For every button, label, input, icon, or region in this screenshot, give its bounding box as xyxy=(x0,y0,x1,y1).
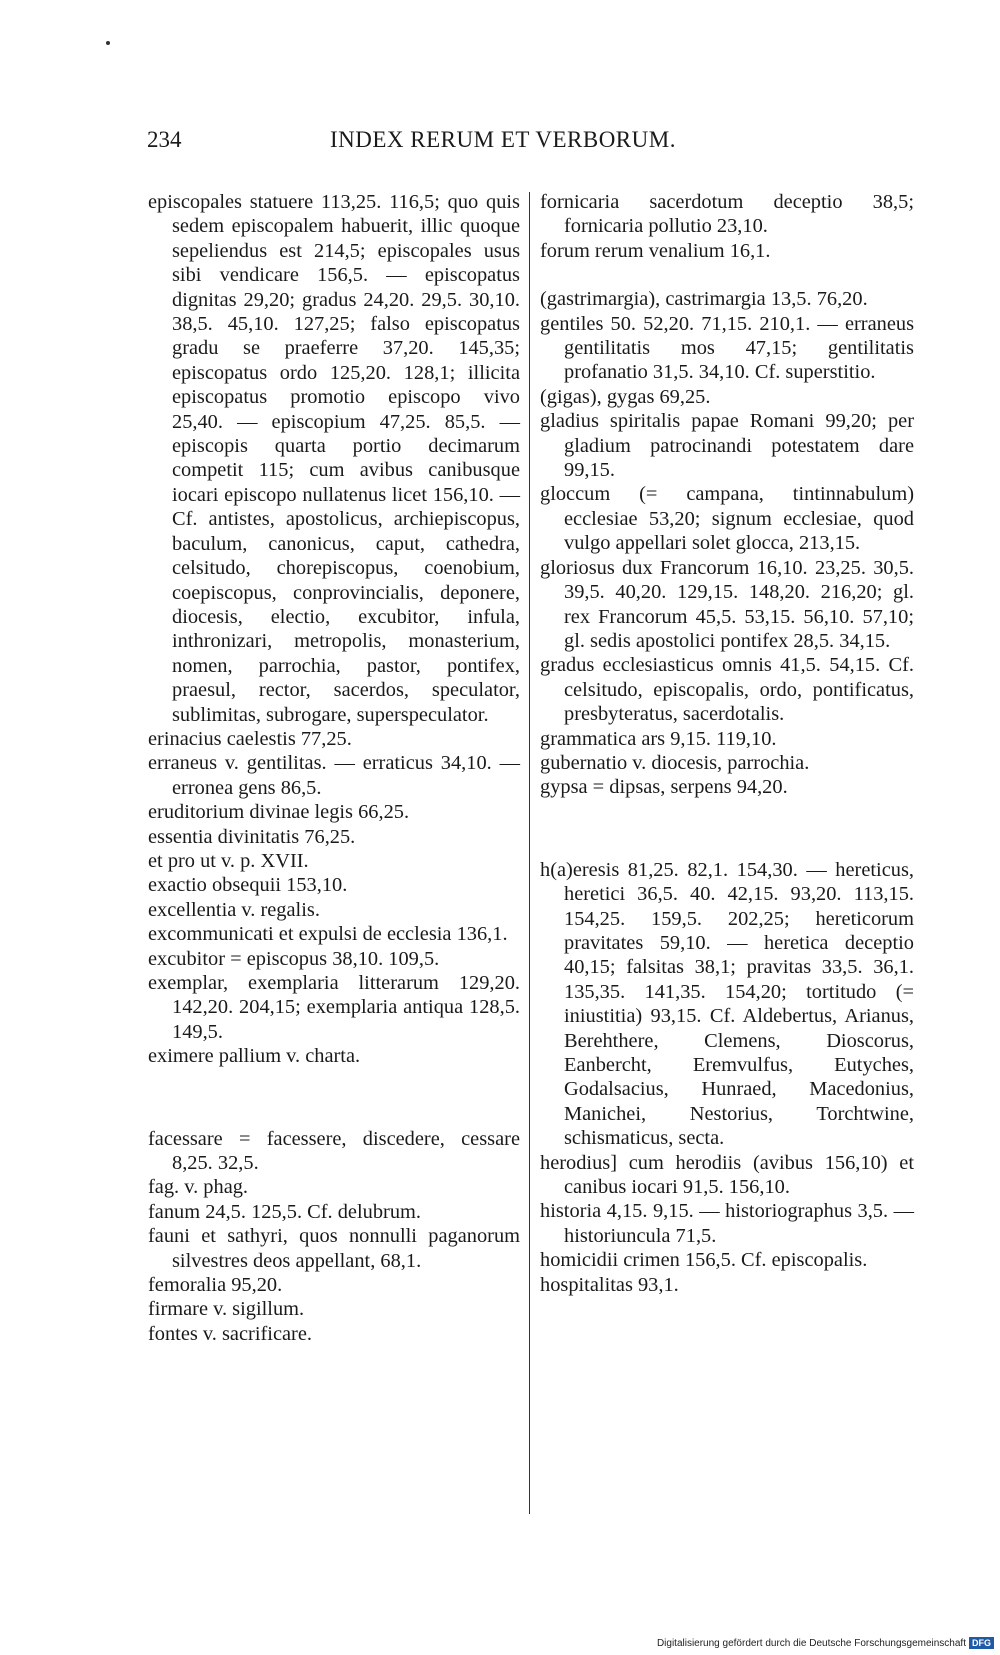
index-entry: erraneus v. gentilitas. — erraticus 34,10. — erronea gens 86,5. xyxy=(148,752,520,799)
right-column xyxy=(540,190,914,1297)
index-entry: forum rerum venalium 16,1. xyxy=(540,239,771,262)
index-entry: (gigas), gygas 69,25. xyxy=(540,385,711,408)
index-entry: excommunicati et expulsi de ecclesia 136,1. xyxy=(148,923,508,946)
index-entry: (gastrimargia), castrimargia 13,5. 76,20. xyxy=(540,288,868,311)
index-entry: excubitor = episcopus 38,10. 109,5. xyxy=(148,947,440,970)
index-entry: essentia divinitatis 76,25. xyxy=(148,825,356,848)
index-entry: fornicaria sacerdotum deceptio 38,5; fornicaria pollutio 23,10. xyxy=(540,191,914,238)
index-entry: episcopales statuere 113,25. 116,5; quo quis sedem episcopalem habuerit, illic quoque sepeliendus est 214,5; episcopales usus sibi vendicare 156,5. — episcopatus dignitas 29,20; gradus 24,20. 29,5. 30,10. 38,5. 45,10. 127,25; falso episcopatus gradu se praeferre 37,20. 145,35; episcopatus ordo 125,20. 128,1; illicita episcopatus promotio episcopo vivo 25,40. — episcopium 47,25. 85,5. — episcopis quarta portio decimarum competit 115; cum avibus canibusque iocari episcopo nullatenus licet 156,10. — Cf. antistes, apostolicus, archiepiscopus, baculum, canonicus, caput, cathedra, celsitudo, chorepiscopus, coenobium, coepiscopus, conprovincialis, deponere, diocesis, electio, excubitor, infula, inthronizari, metropolis, monasterium, nomen, parrochia, pastor, pontifex, praesul, rector, sacerdos, speculator, sublimitas, subrogare, superspeculator. xyxy=(148,191,520,726)
index-entry: femoralia 95,20. xyxy=(148,1274,283,1297)
index-entry: gladius spiritalis papae Romani 99,20; per gladium patrocinandi potestatem dare 99,15. xyxy=(540,410,914,482)
index-entry: erinacius caelestis 77,25. xyxy=(148,727,352,750)
index-entry: gloccum (= campana, tintinnabulum) ecclesiae 53,20; signum ecclesiae, quod vulgo appellari solet glocca, 213,15. xyxy=(540,483,914,555)
index-entry: hospitalitas 93,1. xyxy=(540,1273,679,1296)
index-entry: exactio obsequii 153,10. xyxy=(148,874,348,897)
index-entry: fanum 24,5. 125,5. Cf. delubrum. xyxy=(148,1200,421,1223)
index-entry: gloriosus dux Francorum 16,10. 23,25. 30,5. 39,5. 40,20. 129,15. 148,20. 216,20; gl. rex Francorum 45,5. 53,15. 56,10. 57,10; gl. sedis apostolici pontifex 28,5. 34,15. xyxy=(540,556,914,652)
index-entry: facessare = facessere, discedere, cessare 8,25. 32,5. xyxy=(148,1127,520,1175)
index-entry: herodius] cum herodiis (avibus 156,10) et canibus iocari 91,5. 156,10. xyxy=(540,1151,914,1199)
index-entry: exemplar, exemplaria litterarum 129,20. 142,20. 204,15; exemplaria antiqua 128,5. 149,5. xyxy=(148,972,520,1043)
index-entry: fauni et sathyri, quos nonnulli paganorum silvestres deos appellant, 68,1. xyxy=(148,1225,520,1272)
index-entry: firmare v. sigillum. xyxy=(148,1298,305,1321)
column-divider xyxy=(529,192,530,1514)
section-gap xyxy=(148,1069,520,1127)
index-entry: historia 4,15. 9,15. — historiographus 3,5. — historiuncula 71,5. xyxy=(540,1200,914,1247)
index-entry: eruditorium divinae legis 66,25. xyxy=(148,801,410,824)
page-number: 234 xyxy=(147,127,182,152)
credit-text: Digitalisierung gefördert durch die Deutsche Forschungsgemeinschaft xyxy=(656,1637,966,1649)
index-entry: grammatica ars 9,15. 119,10. xyxy=(540,727,777,750)
index-entry: gypsa = dipsas, serpens 94,20. xyxy=(540,776,788,799)
index-entry: et pro ut v. p. XVII. xyxy=(148,849,309,872)
left-column xyxy=(148,190,520,1346)
index-entry: h(a)eresis 81,25. 82,1. 154,30. — hereticus, heretici 36,5. 40. 42,15. 93,20. 113,15. 154,25. 159,5. 202,25; hereticorum pravitates 59,10. — heretica deceptio 40,15; falsitas 38,1; pravitas 33,5. 36,1. 135,35. 141,35. 154,20; tortitudo (= iniustitia) 93,15. Cf. Aldebertus, Arianus, Berehthere, Clemens, Dioscorus, Eanbercht, Eremvulfus, Eutyches, Godalsacius, Hunraed, Macedonius, Manichei, Nestorius, Torchtwine, schismaticus, secta. xyxy=(540,858,914,1150)
index-entry: homicidii crimen 156,5. Cf. episcopalis. xyxy=(540,1249,868,1272)
index-entry: gradus ecclesiasticus omnis 41,5. 54,15. Cf. celsitudo, episcopalis, ordo, pontificatus, presbyteratus, sacerdotalis. xyxy=(540,654,914,726)
digitization-credit xyxy=(657,1637,994,1649)
index-entry: gentiles 50. 52,20. 71,15. 210,1. — erraneus gentilitatis mos 47,15; gentilitatis profanatio 31,5. 34,10. Cf. superstitio. xyxy=(540,312,914,384)
running-head: INDEX RERUM ET VERBORUM. xyxy=(330,127,676,152)
section-gap xyxy=(540,800,914,858)
index-entry: eximere pallium v. charta. xyxy=(148,1045,361,1068)
dfg-logo: DFG xyxy=(969,1637,994,1649)
index-entry: gubernatio v. diocesis, parrochia. xyxy=(540,751,810,774)
section-gap xyxy=(540,263,914,287)
index-entry: fontes v. sacrificare. xyxy=(148,1322,312,1345)
index-entry: excellentia v. regalis. xyxy=(148,898,320,921)
stray-mark xyxy=(106,41,110,45)
index-entry: fag. v. phag. xyxy=(148,1176,249,1199)
